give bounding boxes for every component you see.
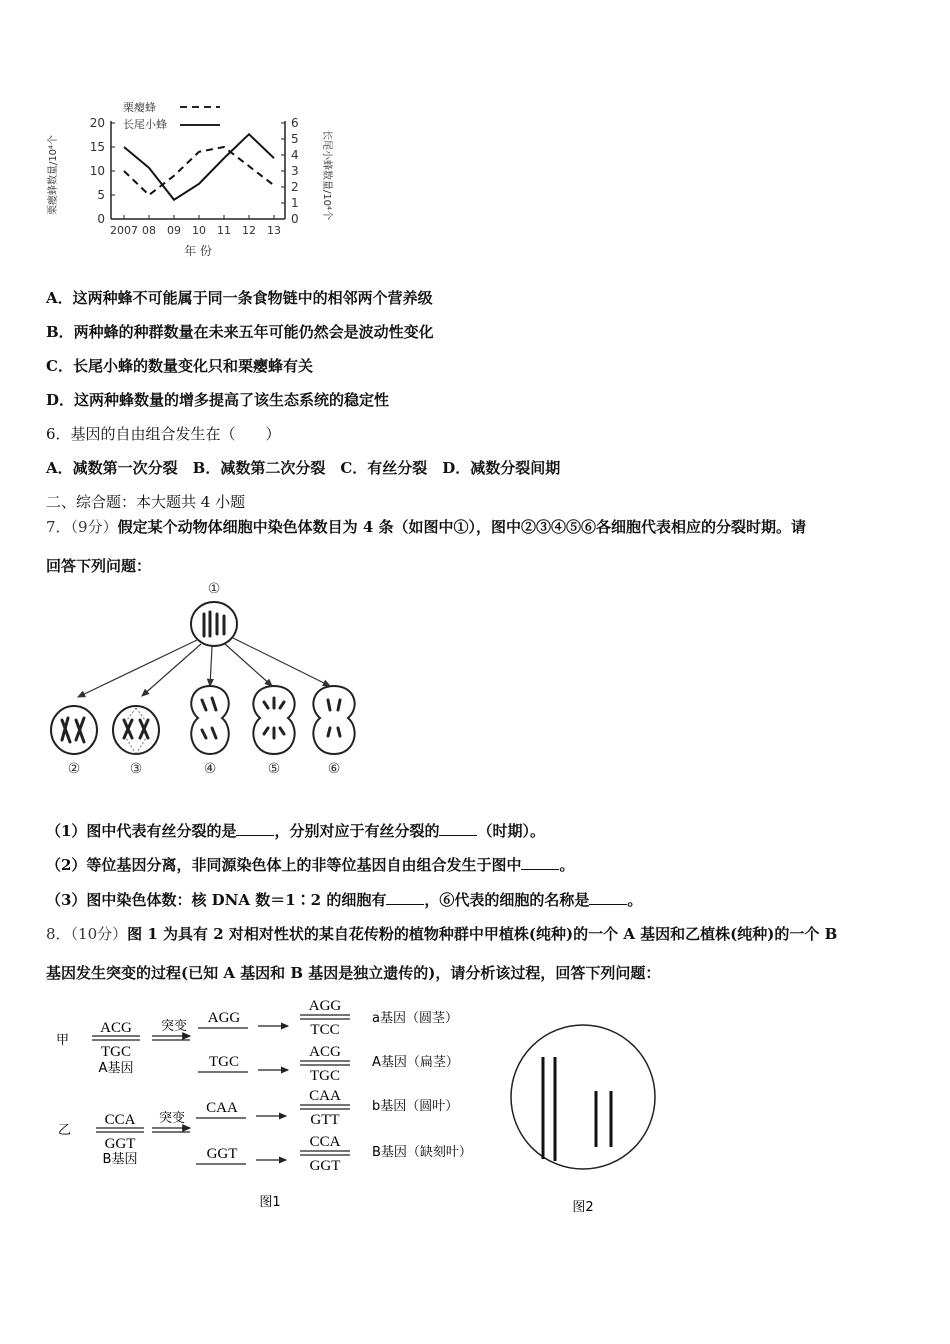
arrow-to-2 — [78, 640, 197, 697]
q5-option-a: A．这两种蜂不可能属于同一条食物链中的相邻两个营养级 — [46, 289, 433, 307]
row1-bottom: TCC — [310, 1022, 340, 1038]
right-axis-title: 长尾小蜂数量/10⁴个 — [321, 129, 332, 221]
label-jia: 甲 — [56, 1033, 70, 1048]
x-tick-label: 13 — [267, 224, 281, 237]
jia-top-seq: ACG — [100, 1020, 132, 1036]
yi-gene-label: B基因 — [102, 1152, 138, 1167]
figure-2-caption: 图2 — [572, 1200, 594, 1215]
q5-option-d: D．这两种蜂数量的增多提高了该生态系统的稳定性 — [46, 391, 390, 409]
q8-number: 8．（10分） — [46, 925, 128, 943]
cell-division-diagram — [40, 578, 380, 783]
q7-sub3: （3）图中染色体数：核 DNA 数＝1∶2 的细胞有 ，⑥代表的细胞的名称是 。 — [46, 891, 643, 909]
section-heading: 二、综合题：本大题共 4 小题 — [46, 493, 246, 511]
cell-label-5: ⑤ — [267, 761, 281, 777]
row4-bottom: GGT — [309, 1158, 341, 1174]
q7-stem — [46, 516, 806, 537]
answer-blank[interactable] — [589, 892, 627, 905]
cell-label-6: ⑥ — [327, 761, 341, 777]
row4-top: CCA — [309, 1134, 341, 1150]
row3-strand: CAA — [206, 1100, 238, 1116]
population-chart — [40, 95, 350, 265]
row1-strand: AGG — [207, 1010, 241, 1026]
cell-label-4: ④ — [203, 761, 217, 777]
cell-5 — [253, 686, 294, 754]
cell-1-chromosomes — [204, 612, 224, 636]
cell-label-2: ② — [67, 761, 81, 777]
left-tick-label: 5 — [97, 188, 105, 202]
label-yi: 乙 — [58, 1123, 72, 1138]
q5-option-c: C．长尾小蜂的数量变化只和栗瘿蜂有关 — [46, 357, 313, 375]
left-tick-label: 15 — [89, 140, 105, 154]
arrow-to-5 — [225, 644, 272, 686]
right-tick-label: 3 — [291, 164, 299, 178]
row3-top: CAA — [309, 1088, 341, 1104]
figure-2-cell — [505, 1015, 665, 1220]
answer-blank[interactable] — [521, 857, 559, 870]
right-tick-label: 6 — [291, 116, 299, 130]
row1-gene: a基因（圆茎） — [372, 1011, 458, 1026]
series-line-dashed — [124, 147, 274, 195]
cell-label-1: ① — [207, 581, 221, 597]
q7-stem-line2: 回答下列问题： — [46, 557, 152, 575]
x-tick-label: 08 — [142, 224, 156, 237]
figure-2-circle — [511, 1025, 655, 1169]
q6-options: A．减数第一次分裂 B．减数第二次分裂 C．有丝分裂 D．减数分裂间期 — [46, 459, 561, 477]
right-tick-label: 5 — [291, 132, 299, 146]
answer-blank[interactable] — [386, 892, 424, 905]
right-tick-label: 0 — [291, 212, 299, 226]
left-tick-label: 20 — [89, 116, 105, 130]
answer-blank[interactable] — [439, 823, 477, 836]
row3-bottom: GTT — [310, 1112, 340, 1128]
q7-sub1: （1）图中代表有丝分裂的是 ，分别对应于有丝分裂的 （时期）。 — [46, 822, 545, 840]
yi-bottom-seq: GGT — [104, 1136, 136, 1152]
x-tick-label: 10 — [192, 224, 206, 237]
cell-1 — [191, 602, 237, 646]
left-tick-label: 10 — [89, 164, 105, 178]
q8-stem — [46, 923, 837, 944]
arrow-to-6 — [233, 638, 330, 686]
q6-stem: 6．基因的自由组合发生在（ ） — [46, 425, 281, 443]
cell-2 — [51, 706, 97, 754]
figure-1-gene-mutation — [50, 990, 500, 1215]
cell-3 — [113, 706, 159, 754]
row4-gene: B基因（缺刻叶） — [372, 1145, 472, 1160]
cell-label-3: ③ — [129, 761, 143, 777]
row3-gene: b基因（圆叶） — [372, 1099, 459, 1114]
row2-gene: A基因（扁茎） — [372, 1055, 459, 1070]
right-tick-label: 2 — [291, 180, 299, 194]
row1-top: AGG — [308, 998, 342, 1014]
mutation-label-yi: 突变 — [158, 1111, 186, 1126]
x-tick-label: 11 — [217, 224, 231, 237]
figure-1-caption: 图1 — [259, 1195, 281, 1210]
row2-top: ACG — [309, 1044, 341, 1060]
mutation-label-jia: 突变 — [160, 1019, 188, 1034]
row4-strand: GGT — [206, 1146, 238, 1162]
x-axis-title: 年 份 — [184, 244, 212, 258]
q8-stem-text: 图 1 为具有 2 对相对性状的某自花传粉的植物种群中甲植株(纯种)的一个 A 基因和乙植株(纯种)的一个 B — [127, 925, 838, 943]
right-tick-label: 4 — [291, 148, 299, 162]
x-tick-label: 09 — [167, 224, 181, 237]
q7-number: 7．（9分） — [46, 518, 118, 536]
x-tick-label: 2007 — [110, 224, 138, 237]
x-tick-label: 12 — [242, 224, 256, 237]
cell-6 — [313, 686, 354, 754]
legend-label-dashed: 栗瘿蜂 — [123, 101, 156, 114]
row2-strand: TGC — [209, 1054, 239, 1070]
q5-option-b: B．两种蜂的种群数量在未来五年可能仍然会是波动性变化 — [46, 323, 434, 341]
right-tick-label: 1 — [291, 196, 299, 210]
arrow-to-4 — [210, 647, 212, 686]
jia-gene-label: A基因 — [98, 1061, 134, 1076]
left-tick-label: 0 — [97, 212, 105, 226]
q7-stem-text: 假定某个动物体细胞中染色体数目为 4 条（如图中①），图中②③④⑤⑥各细胞代表相应的分裂时期。请 — [117, 518, 806, 536]
cell-4 — [191, 686, 229, 754]
row2-bottom: TGC — [310, 1068, 340, 1084]
q7-sub2: （2）等位基因分离，非同源染色体上的非等位基因自由组合发生于图中 。 — [46, 856, 575, 874]
legend-label-solid: 长尾小蜂 — [123, 118, 167, 131]
answer-blank[interactable] — [236, 823, 274, 836]
q8-stem-line2: 基因发生突变的过程(已知 A 基因和 B 基因是独立遗传的)，请分析该过程，回答下列问题： — [46, 964, 661, 982]
jia-bottom-seq: TGC — [101, 1044, 131, 1060]
left-axis-title: 栗瘿蜂数量/10⁴个 — [48, 134, 59, 216]
yi-top-seq: CCA — [104, 1112, 136, 1128]
